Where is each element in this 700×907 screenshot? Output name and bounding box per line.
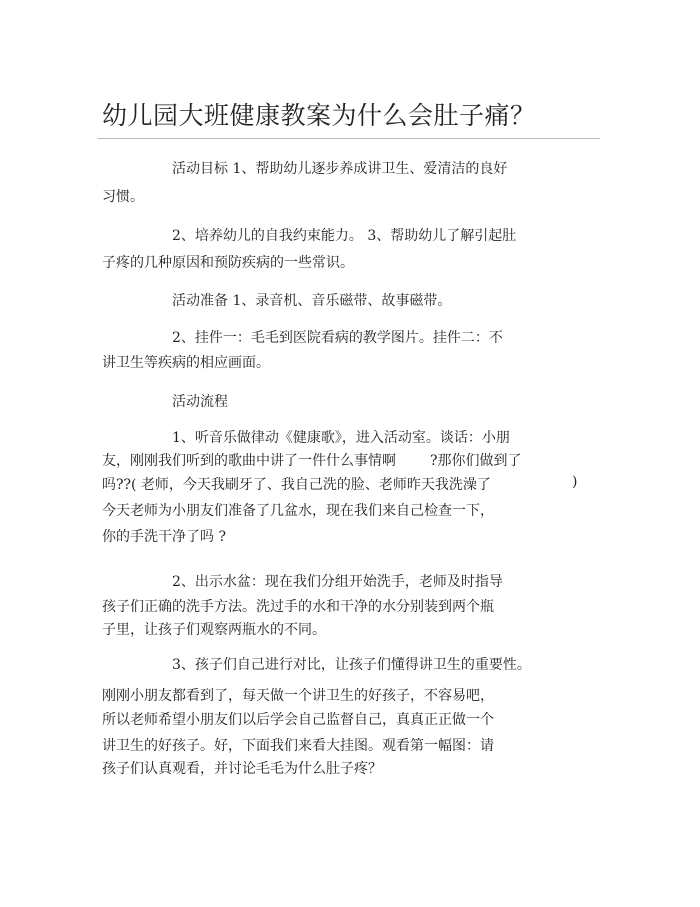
text-line: 习惯。 [102, 189, 144, 205]
text-line: 活动准备 1、录音机、音乐磁带、故事磁带。 [172, 293, 452, 309]
text-line: ) [572, 474, 578, 490]
text-line: 所以老师希望小朋友们以后学会自己监督自己，真真正正做一个 [102, 712, 494, 728]
text-line: 孩子们认真观看，并讨论毛毛为什么肚子疼？ [102, 761, 382, 777]
text-line: 刚刚小朋友都看到了，每天做一个讲卫生的好孩子，不容易吧， [102, 688, 494, 704]
text-line: 1、听音乐做律动《健康歌》，进入活动室。谈话：小朋 [172, 430, 510, 446]
text-line: 讲卫生等疾病的相应画面。 [102, 355, 270, 371]
text-line: 孩子们正确的洗手方法。洗过手的水和干净的水分别装到两个瓶 [102, 599, 494, 615]
text-line: 2、挂件一：毛毛到医院看病的教学图片。挂件二：不 [172, 330, 503, 346]
text-line: 今天老师为小朋友们准备了几盆水，现在我们来自己检查一下， [102, 503, 494, 519]
text-line: ?那你们做到了 [430, 453, 522, 469]
text-line: 讲卫生的好孩子。好，下面我们来看大挂图。观看第一幅图：请 [102, 738, 494, 754]
text-line: 3、孩子们自己进行对比，让孩子们懂得讲卫生的重要性。 [172, 657, 531, 673]
text-line: 2、出示水盆：现在我们分组开始洗手，老师及时指导 [172, 574, 503, 590]
title-divider [98, 138, 600, 139]
text-line: 活动目标 1、帮助幼儿逐步养成讲卫生、爱清洁的良好 [172, 161, 508, 177]
section-heading: 活动流程 [172, 394, 228, 410]
text-line: 吗??( 老师，今天我刷牙了、我自己洗的脸、老师昨天我洗澡了 [102, 477, 491, 493]
text-line: 子疼的几种原因和预防疾病的一些常识。 [102, 255, 354, 271]
text-line: 子里，让孩子们观察两瓶水的不同。 [102, 622, 326, 638]
text-line: 你的手洗干净了吗 ? [102, 529, 226, 545]
text-line: 2、培养幼儿的自我约束能力。 3、帮助幼儿了解引起肚 [172, 228, 517, 244]
text-line: 友，刚刚我们听到的歌曲中讲了一件什么事情啊 [102, 453, 396, 469]
document-title: 幼儿园大班健康教案为什么会肚子痛？ [102, 101, 536, 130]
